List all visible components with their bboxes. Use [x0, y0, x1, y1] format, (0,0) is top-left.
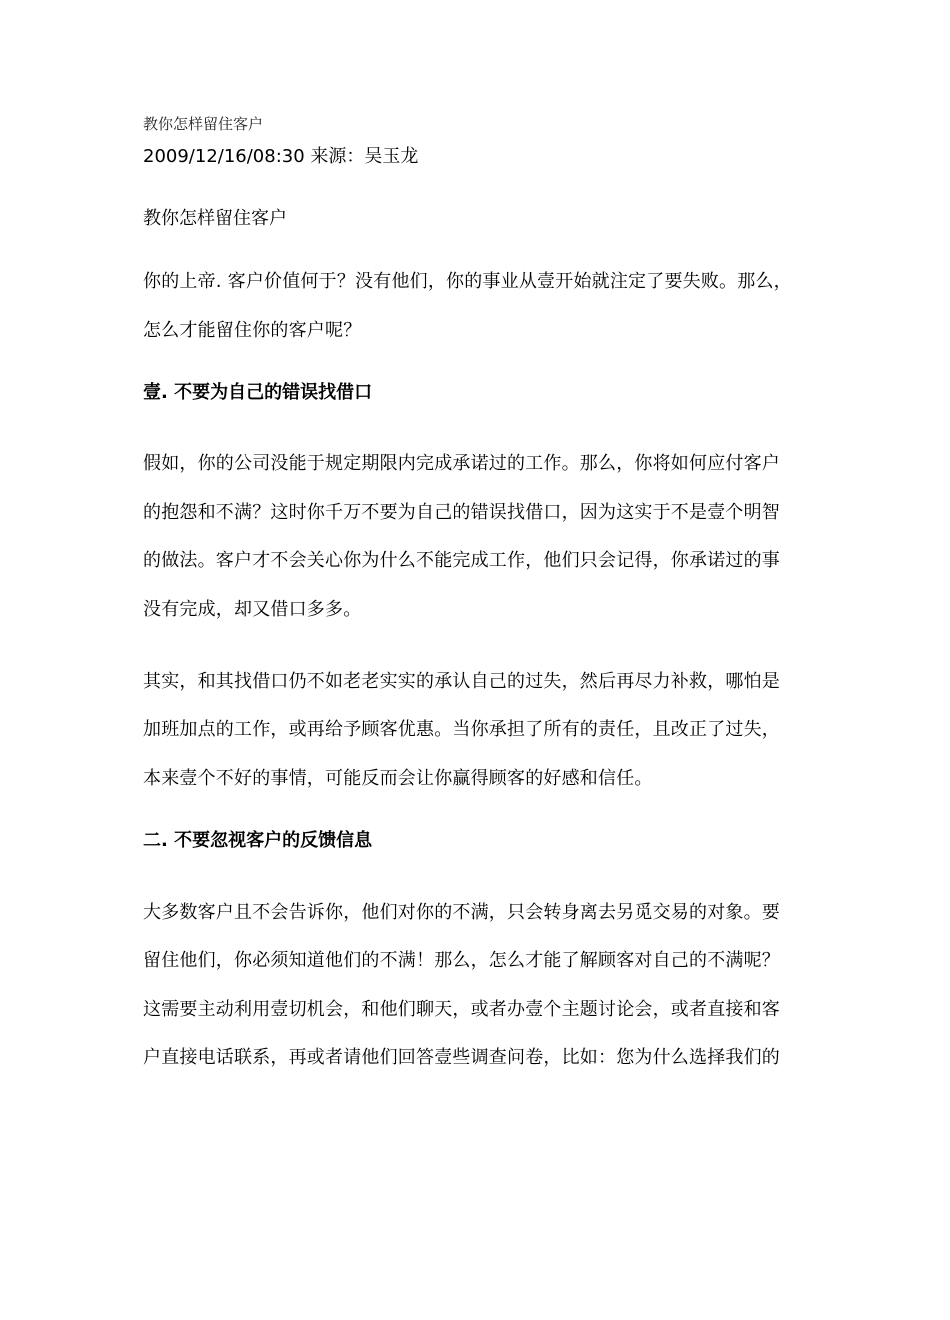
section1-para1-line: 的做法。客户才不会关心你为什么不能完成工作，他们只会记得，你承诺过的事 [143, 550, 780, 571]
section-heading-2: 二. 不要忽视客户的反馈信息 [143, 830, 373, 851]
section1-para2-line: 加班加点的工作，或再给予顾客优惠。当你承担了所有的责任，且改正了过失， [143, 719, 780, 740]
intro-line: 你的上帝. 客户价值何于？没有他们，你的事业从壹开始就注定了要失败。那么， [143, 271, 792, 292]
section2-para1-line: 大多数客户且不会告诉你，他们对你的不满，只会转身离去另觅交易的对象。要 [143, 902, 780, 923]
section2-para1-line: 留住他们，你必须知道他们的不满！那么，怎么才能了解顾客对自己的不满呢？ [143, 950, 780, 971]
document-header-title: 教你怎样留住客户 [143, 115, 264, 133]
section1-para1-line: 的抱怨和不满？这时你千万不要为自己的错误找借口，因为这实于不是壹个明智 [143, 502, 780, 523]
section1-para1-line: 假如，你的公司没能于规定期限内完成承诺过的工作。那么，你将如何应付客户 [143, 453, 780, 474]
section1-para2-line: 其实，和其找借口仍不如老老实实的承认自己的过失，然后再尽力补救，哪怕是 [143, 671, 780, 692]
section-heading-1: 壹. 不要为自己的错误找借口 [143, 382, 373, 403]
section2-para1-line: 这需要主动利用壹切机会，和他们聊天，或者办壹个主题讨论会，或者直接和客 [143, 999, 780, 1020]
section1-para1-line: 没有完成，却又借口多多。 [143, 599, 362, 620]
document-title: 教你怎样留住客户 [143, 208, 287, 229]
intro-line: 怎么才能留住你的客户呢？ [143, 320, 362, 341]
document-meta-line: 2009/12/16/08:30 来源：吴玉龙 [143, 146, 419, 167]
section2-para1-line: 户直接电话联系，再或者请他们回答壹些调查问卷，比如：您为什么选择我们的 [143, 1047, 780, 1068]
section1-para2-line: 本来壹个不好的事情，可能反而会让你赢得顾客的好感和信任。 [143, 768, 653, 789]
